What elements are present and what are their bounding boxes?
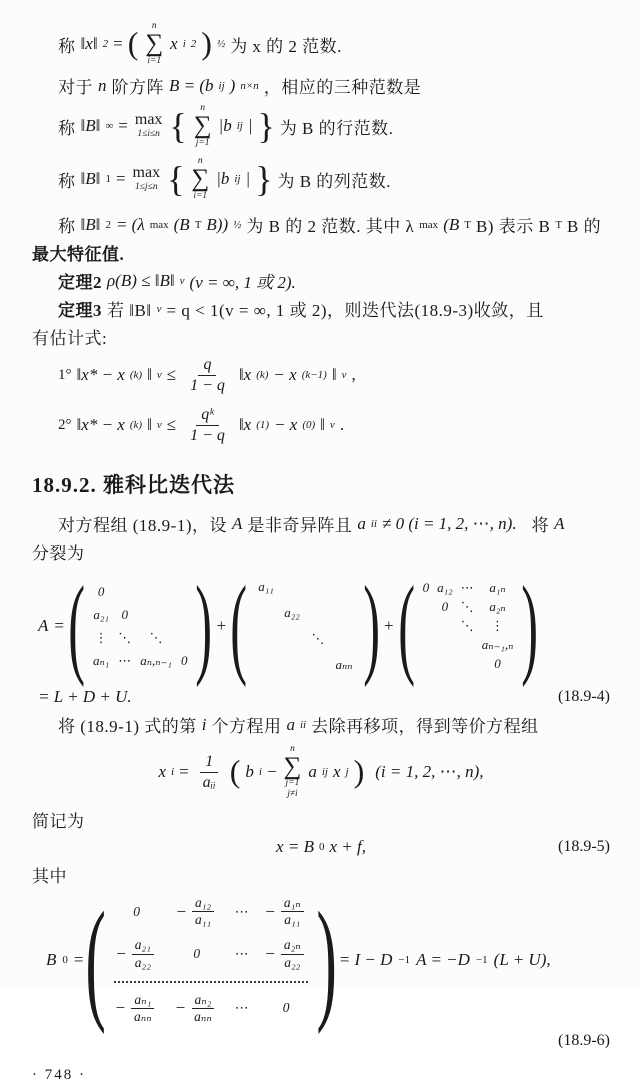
page-number: · 748 · (32, 1067, 86, 1084)
max-operator (135, 112, 163, 140)
nonzero-condition: ≠ 0 (i = 1, 2, ⋯, n). (382, 513, 517, 533)
transpose-sup3: T (555, 218, 563, 231)
decomposition-result-line (38, 685, 610, 709)
matrix-cell: 0 (133, 903, 140, 919)
matrix-cell: a₂ₙ (489, 599, 506, 614)
theorem-2-tail: (v = ∞, 1 或 2). (189, 273, 296, 292)
x-j: x (332, 762, 341, 781)
norm-sub-2: 2 (105, 218, 111, 231)
fraction-denominator: aₙₙ (194, 1008, 212, 1024)
summand-sup: 2 (190, 38, 197, 50)
b0-matrix (108, 891, 313, 1029)
equation-number: (18.9-4) (558, 688, 610, 705)
label-cheng: 称 (58, 171, 76, 191)
text: 阶方阵 (111, 78, 164, 97)
minus: − (115, 944, 127, 964)
minus: − (175, 901, 187, 921)
text: 是非奇异阵且 (247, 516, 353, 535)
fraction (281, 937, 304, 970)
norm-x: ‖x‖ (80, 34, 98, 53)
item-2-marker: 2° (58, 416, 72, 433)
matrix-cell (115, 937, 158, 970)
matrix-cell (175, 992, 219, 1025)
half-exponent: ½ (233, 218, 242, 231)
text: 其中 (32, 867, 67, 886)
sum-lower-limit-2: j≠i (287, 789, 298, 800)
section-number: 18.9.2. (32, 473, 97, 497)
sup-k: (k) (129, 369, 143, 381)
matrix-cell: ⋯ (234, 946, 249, 962)
matrix-cell: 0 (121, 606, 129, 622)
matrix-cell: ⋱ (118, 629, 132, 645)
fraction-denominator: a₂₂ (134, 954, 151, 970)
norm-close: ‖ (320, 415, 325, 434)
l-plus-d-plus-u: = L + D + U. (38, 687, 132, 706)
matrix-cell: 0 (193, 946, 201, 962)
matrix-cell (264, 895, 307, 928)
matrix-cell: ⋮ (94, 629, 108, 645)
equals: = (113, 34, 123, 53)
rhs-mid: A = −D (416, 950, 470, 970)
comma: , (351, 365, 356, 384)
minus: − (264, 944, 276, 964)
equation-number: (18.9-5) (558, 838, 610, 855)
sum-upper-limit: n (200, 103, 205, 114)
inverse-sup: −1 (475, 954, 488, 967)
label-cheng: 称 (58, 36, 76, 56)
var-A: A (231, 513, 243, 533)
split-as-line (32, 539, 610, 564)
open-paren: ( (127, 25, 139, 62)
fraction-numerator: a₁ₙ (281, 895, 304, 912)
vector-2-norm-line (32, 18, 610, 70)
estimate-1-formula (32, 352, 610, 398)
row-norm-line (32, 101, 610, 151)
sub-v: v (341, 369, 347, 381)
theorem-3-label: 定理3 (58, 301, 102, 320)
sup-1: (1) (256, 419, 270, 431)
max-operator (133, 165, 161, 193)
b0-sub: 0 (62, 954, 68, 967)
matrix-cell: ⋱ (460, 618, 474, 633)
norm-B-inf: ‖B‖ (80, 116, 101, 135)
matrix-cell: a₂₁ (93, 606, 109, 622)
x-i: x (158, 762, 166, 781)
matrix-decomposition-equation (38, 564, 610, 688)
a-ij-sub: ij (321, 766, 328, 778)
matrix-cell: ⋮ (491, 618, 505, 633)
matrix-cell: ⋯ (460, 580, 474, 595)
norm-sub-v: v (179, 274, 185, 287)
fraction-denominator: 1 − q (190, 376, 225, 394)
section-heading (32, 469, 610, 499)
nxn-sub: n×n (240, 79, 259, 92)
abbreviation-line (32, 807, 610, 832)
minus: − (266, 762, 277, 781)
summand: x (170, 34, 178, 53)
matrix-cell: 0 (422, 580, 430, 595)
estimate-intro: 有估计式: (32, 329, 108, 348)
abs-close: | (245, 169, 251, 188)
plus-f: x + f, (329, 837, 366, 856)
matrix-cell (264, 937, 307, 970)
minus: − (114, 998, 126, 1018)
item-1-marker: 1° (58, 366, 72, 383)
open-brace: { (169, 105, 187, 146)
sup-k: (k) (129, 419, 143, 431)
matrix-cell: aₙ,ₙ₋₁ (140, 652, 172, 668)
abs-close: | (247, 116, 253, 135)
matrix-cell: a₂₂ (284, 605, 300, 620)
sup-0: (0) (302, 419, 316, 431)
lambda-max-open: = (λ (115, 214, 145, 234)
a-ii: a (357, 513, 366, 533)
lambda-max-sub2: max (419, 218, 439, 231)
matrix-cell: ⋯ (234, 1000, 249, 1016)
theorem-3-cont-line (32, 324, 610, 349)
close-paren: ) (201, 25, 212, 62)
index-range: (i = 1, 2, ⋯, n), (375, 762, 484, 781)
b-sub: ij (218, 79, 225, 92)
upper-triangular-matrix (419, 577, 518, 675)
x-equals-b0x: x = B (276, 837, 314, 856)
var-i: i (201, 714, 207, 734)
text: 对方程组 (18.9-1)，设 (58, 516, 227, 535)
close-brace: } (255, 158, 273, 199)
max-label: max (132, 164, 161, 182)
matrix-cell: aₙ₁ (92, 652, 110, 668)
var-B0: B (46, 950, 57, 970)
matrix-cell: ⋱ (460, 599, 474, 614)
theorem-2-body: ρ(B) ≤ ‖B‖ (107, 270, 175, 290)
close-paren-icon: ) (195, 564, 213, 688)
theorem-2-line (32, 268, 610, 293)
matrix-B-def: B = (b (169, 75, 214, 95)
sum-lower-limit: j=1 (195, 137, 210, 148)
sum-upper-limit: n (290, 743, 295, 754)
theorem-2-label: 定理2 (58, 273, 102, 292)
x-i-sub: i (171, 766, 175, 778)
estimate-2-formula (32, 401, 610, 449)
fraction (192, 895, 214, 928)
rhs-identity: = I − D (338, 950, 393, 970)
btb-open: (B (173, 214, 190, 234)
btb-close: B)) (206, 214, 229, 234)
dotted-separator (114, 980, 307, 983)
fraction (132, 937, 154, 970)
a-ii-sub: ii (299, 718, 307, 731)
matrix-cell: 0 (97, 583, 105, 599)
iteration-matrix-equation (46, 885, 610, 1036)
open-paren-icon: ( (85, 885, 107, 1036)
matrix-cell: ⋱ (149, 629, 163, 645)
lambda-max-sub: max (149, 218, 169, 231)
fraction (281, 895, 304, 928)
plus: + (216, 616, 227, 635)
matrix-cell: aₙ₋₁,ₙ (481, 637, 514, 652)
matrix-cell: a₁₂ (437, 580, 453, 595)
norm-close: ‖ (147, 415, 152, 434)
norm-sub-v: v (156, 302, 162, 315)
btb-open2: (B (443, 214, 460, 234)
sigma-icon: ∑ (145, 30, 164, 58)
fraction-numerator: qᵏ (196, 405, 219, 426)
minus: − (174, 998, 187, 1018)
lhs: ‖x* − x (76, 365, 125, 384)
equals: = (115, 169, 126, 188)
fraction-numerator: a₂₁ (132, 937, 154, 954)
transpose-sup2: T (464, 218, 471, 231)
text: 简记为 (32, 812, 85, 831)
open-paren-icon: ( (397, 564, 415, 688)
fraction (198, 752, 221, 793)
fraction-numerator: a₂ₙ (281, 937, 304, 954)
matrix-cell: ⋱ (311, 631, 325, 646)
fraction-denominator: a₁₁ (194, 912, 212, 928)
matrix-cell (175, 895, 218, 928)
max-eigenvalue-text: 最大特征值. (32, 245, 125, 264)
fraction (191, 992, 215, 1025)
b-i-sub: i (258, 766, 262, 778)
text: 个方程用 (211, 717, 282, 736)
rhs: ‖x (238, 365, 252, 384)
close-paren: ) (353, 753, 365, 790)
matrix-cell: a₁₁ (258, 579, 274, 594)
fraction-denominator: a₂₂ (284, 954, 301, 970)
close-paren-icon: ) (363, 564, 380, 688)
plus: + (384, 616, 394, 635)
a-ii: a (286, 714, 295, 734)
sub-v: v (156, 419, 162, 431)
sum-lower-limit-1: j=1 (285, 778, 300, 789)
matrix-norms-intro-line (32, 73, 610, 98)
matrix-cell: 0 (180, 652, 188, 668)
equals: = (73, 950, 84, 970)
component-formula (32, 740, 610, 804)
label-cheng: 称 (58, 217, 76, 236)
norm-close: ‖ (147, 365, 152, 384)
norm-close: ‖ (331, 365, 337, 384)
fraction-numerator: aₙ₁ (131, 992, 154, 1009)
a-ii-sub: ii (370, 517, 377, 530)
fraction-denominator: 1 − q (190, 426, 225, 444)
norm-B-2: ‖B‖ (80, 214, 101, 234)
sup-k: (k) (256, 369, 269, 381)
two-norm-description: 为 B 的 2 范数. 其中 λ (246, 217, 415, 236)
summand: |b (218, 116, 232, 135)
fraction-numerator: a₁₂ (192, 895, 214, 912)
max-lower-limit: 1≤j≤n (135, 181, 158, 192)
close-paren-icon: ) (521, 564, 539, 688)
sigma-icon: ∑ (193, 112, 212, 140)
open-paren-icon: ( (68, 564, 85, 688)
where-line (32, 862, 610, 887)
section-title: 雅科比迭代法 (103, 473, 235, 497)
sub-v: v (156, 369, 162, 381)
text: ，相应的三种范数是 (263, 78, 422, 97)
theorem-3-line (32, 296, 610, 321)
derivation-paragraph (32, 712, 610, 737)
matrix-cell: aₙₙ (335, 657, 353, 672)
max-eigenvalue-line (32, 240, 610, 265)
norm-sub-inf: ∞ (105, 120, 114, 132)
theorem-3-tail: = q < 1(v = ∞, 1 或 2)，则迭代法(18.9-3)收敛，且 (166, 301, 544, 320)
diagonal-matrix (251, 570, 359, 682)
btb-mid: B) 表示 B (475, 217, 551, 236)
rhs-tail: (L + U), (493, 950, 551, 970)
sum-lower-limit: i=1 (193, 190, 208, 201)
fraction-denominator: a₁₁ (284, 912, 301, 928)
equals: = (118, 116, 128, 135)
sup-k-1: (k−1) (301, 369, 327, 381)
text: 将 (531, 516, 550, 535)
minus: − (264, 901, 276, 921)
matrix-cell: ⋯ (118, 652, 132, 668)
close-paren-icon: ) (316, 885, 337, 1036)
fraction-numerator: aₙ₂ (192, 992, 215, 1009)
fraction (185, 355, 230, 396)
var-n: n (98, 75, 107, 95)
sum-upper-limit: n (197, 156, 203, 167)
b-i: b (245, 762, 254, 781)
norm-x-sub: 2 (102, 38, 109, 50)
sum-lower-limit: i=1 (147, 55, 162, 66)
matrix-cell: ⋯ (234, 903, 249, 919)
two-norm-line (32, 212, 610, 237)
period: . (339, 415, 345, 434)
rhs: ‖x (238, 415, 252, 434)
sum-operator (284, 744, 302, 801)
label-cheng: 称 (58, 118, 76, 138)
summand-sub: ij (236, 120, 243, 132)
fraction-denominator: aᵢᵢ (202, 773, 216, 791)
sum-upper-limit: n (151, 21, 157, 32)
sum-operator (145, 21, 163, 67)
text: 对于 (58, 78, 93, 97)
close-brace: } (257, 105, 275, 146)
matrix-cell: 0 (441, 599, 449, 614)
norm-B-1: ‖B‖ (80, 169, 101, 188)
fraction-numerator: q (198, 355, 216, 376)
matrix-cell: 0 (494, 656, 501, 671)
equals: = (54, 616, 64, 635)
leq: ≤ (166, 415, 177, 434)
rhs-mid: − x (274, 415, 298, 434)
summand-sub: i (182, 38, 186, 50)
col-norm-line (32, 154, 610, 204)
fixed-point-equation (32, 835, 610, 859)
summand: |b (216, 169, 230, 188)
col-norm-description: 为 B 的列范数. (277, 171, 392, 191)
max-lower-limit: 1≤i≤n (137, 128, 160, 139)
open-brace: { (167, 158, 185, 199)
jacobi-intro-paragraph (32, 511, 610, 536)
open-paren-icon: ( (230, 564, 247, 688)
sigma-icon: ∑ (283, 752, 302, 780)
lhs: ‖x* − x (76, 415, 125, 434)
fraction (185, 405, 230, 446)
sum-operator (191, 156, 209, 202)
rhs-mid: − x (273, 365, 297, 384)
theorem-3-body: 若 ‖B‖ (107, 301, 152, 320)
summand-sub: ij (234, 173, 241, 185)
norm-sub-1: 1 (105, 173, 111, 185)
row-norm-description: 为 B 的行范数. (279, 118, 394, 138)
sum-operator (194, 103, 212, 149)
sigma-icon: ∑ (191, 165, 210, 193)
btb-tail: B 的 (567, 217, 602, 236)
leq: ≤ (166, 365, 177, 384)
text: 去除再移项，得到等价方程组 (311, 717, 539, 736)
half-exponent: ½ (216, 38, 226, 50)
var-A: A (554, 513, 565, 533)
text: 分裂为 (32, 544, 85, 563)
inverse-sup: −1 (398, 954, 411, 967)
matrix-cell: 0 (282, 1000, 290, 1016)
fraction-denominator: aₙₙ (133, 1008, 152, 1024)
equation-number: (18.9-6) (558, 1032, 610, 1050)
open-paren: ( (229, 753, 241, 790)
matrix-cell: a₁ₙ (489, 580, 506, 595)
fraction (131, 992, 155, 1025)
max-label: max (134, 111, 163, 129)
a-ij: a (308, 762, 317, 781)
lower-triangular-matrix (89, 580, 191, 673)
x-j-sub: j (345, 766, 349, 778)
fraction-numerator: 1 (200, 752, 218, 773)
equals: = (179, 762, 189, 781)
transpose-sup: T (194, 218, 202, 231)
close: ) (229, 75, 236, 95)
b0-sub: 0 (318, 841, 325, 853)
sub-v: v (329, 419, 335, 431)
matrix-cell (114, 992, 158, 1025)
text: 将 (18.9-1) 式的第 (58, 717, 197, 736)
norm-x-description: 为 x 的 2 范数. (230, 36, 342, 56)
var-A: A (38, 616, 49, 635)
